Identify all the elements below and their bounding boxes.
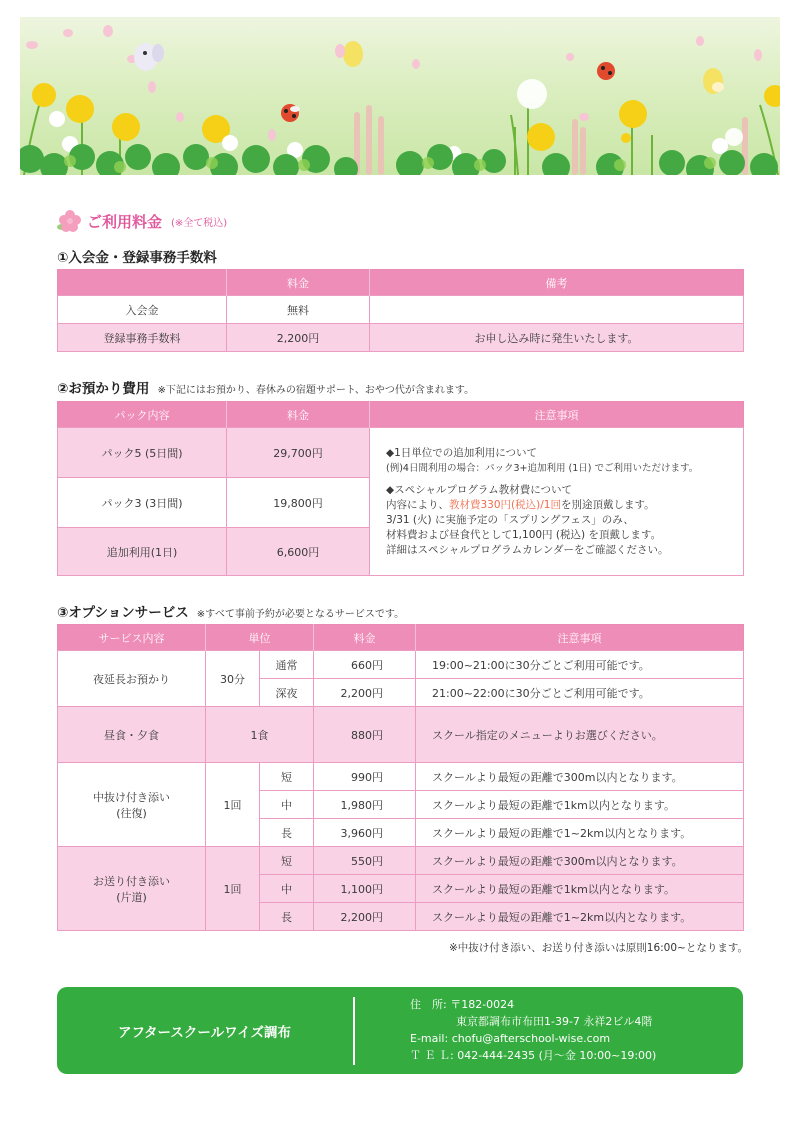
row-note: お申し込み時に発生いたします。 <box>370 324 744 352</box>
email-link[interactable]: chofu@afterschool-wise.com <box>451 1032 611 1045</box>
section2-note: ※下記にはお預かり、春休みの宿題サポート、おやつ代が含まれます。 <box>157 385 475 396</box>
contact-footer <box>57 987 743 1074</box>
enrollment-fee-table <box>57 269 744 352</box>
contact-info <box>410 996 656 1064</box>
service-note: スクールより最短の距離で300m以内となります。 <box>416 847 744 875</box>
remark-block2-line3: 材料費および昼食代として1,100円 (税込) を頂戴します。 <box>386 528 662 541</box>
table-row <box>58 428 744 478</box>
section1-title-text: ①入会金・登録事務手数料 <box>57 250 217 266</box>
row-pack: パック5 (5日間) <box>58 428 227 478</box>
section2-title <box>57 377 474 397</box>
service-name: 夜延長お預かり <box>58 651 206 707</box>
section3-note: ※すべて事前予約が必要となるサービスです。 <box>196 609 405 620</box>
section3-title-text: ③オプションサービス <box>57 605 189 621</box>
spring-meadow-banner <box>20 17 780 175</box>
butterfly-yellow-2 <box>703 68 724 94</box>
remarks-cell <box>370 428 744 576</box>
meadow-illustration <box>20 17 780 175</box>
remark-block1-title: ◆1日単位での追加利用について <box>386 446 538 459</box>
sakura-flower-icon <box>57 210 81 232</box>
table-row <box>58 847 744 875</box>
remark-text: 内容により、 <box>386 498 449 511</box>
service-type: 中 <box>260 791 314 819</box>
school-name: アフタースクールワイズ調布 <box>117 1025 292 1041</box>
service-type: 短 <box>260 763 314 791</box>
table-header-row <box>58 625 744 651</box>
service-price: 1,980円 <box>314 791 416 819</box>
section3-title <box>57 601 404 621</box>
row-price: 29,700円 <box>227 428 370 478</box>
material-fee-highlight: 教材費330円(税込)/1回 <box>449 498 561 511</box>
butterfly-yellow <box>335 41 363 67</box>
remark-block2-line4: 詳細はスペシャルプログラムカレンダーをご確認ください。 <box>386 543 669 556</box>
service-price: 550円 <box>314 847 416 875</box>
service-name-line2: (往復) <box>116 806 147 820</box>
row-price: 無料 <box>227 296 370 324</box>
section2-title-text: ②お預かり費用 <box>57 381 150 397</box>
service-unit: 30分 <box>206 651 260 707</box>
service-type: 長 <box>260 903 314 931</box>
col-header-unit: 単位 <box>206 625 314 651</box>
col-header-remarks: 注意事項 <box>370 402 744 428</box>
service-note: 19:00~21:00に30分ごとご利用可能です。 <box>416 651 744 679</box>
childcare-fee-table <box>57 401 744 576</box>
service-unit: 1回 <box>206 763 260 847</box>
service-name: 昼食・夕食 <box>58 707 206 763</box>
service-note: スクール指定のメニューよりお選びください。 <box>416 707 744 763</box>
service-unit: 1食 <box>206 707 314 763</box>
row-pack: 追加利用(1日) <box>58 528 227 576</box>
row-price: 2,200円 <box>227 324 370 352</box>
butterfly-white <box>134 43 164 71</box>
tel-number[interactable]: 042-444-2435 (月～金 10:00~19:00) <box>457 1049 657 1062</box>
table-row <box>58 296 744 324</box>
col-header-remarks: 注意事項 <box>416 625 744 651</box>
tel-label: Ｔ Ｅ Ｌ: <box>410 1049 454 1062</box>
row-price: 19,800円 <box>227 478 370 528</box>
service-type: 中 <box>260 875 314 903</box>
service-price: 1,100円 <box>314 875 416 903</box>
service-name-line2: (片道) <box>116 890 147 904</box>
email-label: E-mail: <box>410 1032 449 1045</box>
fees-heading <box>57 210 227 232</box>
service-type: 深夜 <box>260 679 314 707</box>
service-name <box>58 763 206 847</box>
address-line <box>410 996 656 1013</box>
remark-block1-line: (例)4日間利用の場合：パック3+追加利用 (1日) でご利用いただけます。 <box>386 462 699 474</box>
remark-text: を別途頂戴します。 <box>560 498 655 511</box>
service-price: 990円 <box>314 763 416 791</box>
service-price: 2,200円 <box>314 679 416 707</box>
row-item: 登録事務手数料 <box>58 324 227 352</box>
tax-note: (※全て税込) <box>171 217 228 229</box>
table-row <box>58 763 744 791</box>
postal-code: 〒182-0024 <box>450 998 515 1011</box>
service-type: 短 <box>260 847 314 875</box>
ladybug <box>281 104 300 122</box>
col-header-price: 料金 <box>227 270 370 296</box>
remark-block2-line2: 3/31 (火) に実施予定の「スプリングフェス」のみ、 <box>386 513 634 526</box>
escort-footnote: ※中抜け付き添い、お送り付き添いは原則16:00~となります。 <box>448 942 748 954</box>
service-type: 通常 <box>260 651 314 679</box>
col-header-price: 料金 <box>314 625 416 651</box>
service-note: 21:00~22:00に30分ごとご利用可能です。 <box>416 679 744 707</box>
service-unit: 1回 <box>206 847 260 931</box>
service-note: スクールより最短の距離で1km以内となります。 <box>416 875 744 903</box>
remark-block2-title: ◆スペシャルプログラム教材費について <box>386 483 573 496</box>
service-note: スクールより最短の距離で1km以内となります。 <box>416 791 744 819</box>
col-header-price: 料金 <box>227 402 370 428</box>
row-item: 入会金 <box>58 296 227 324</box>
service-price: 2,200円 <box>314 903 416 931</box>
service-price: 3,960円 <box>314 819 416 847</box>
service-note: スクールより最短の距離で1~2km以内となります。 <box>416 819 744 847</box>
service-note: スクールより最短の距離で300m以内となります。 <box>416 763 744 791</box>
service-name-line1: お送り付き添い <box>93 874 170 888</box>
col-header-note: 備考 <box>370 270 744 296</box>
service-note: スクールより最短の距離で1~2km以内となります。 <box>416 903 744 931</box>
table-header-row <box>58 270 744 296</box>
col-header-service: サービス内容 <box>58 625 206 651</box>
address-label: 住 所: <box>410 998 447 1011</box>
remark-block2-line1 <box>386 498 743 513</box>
row-pack: パック3 (3日間) <box>58 478 227 528</box>
ladybug-2 <box>597 62 615 80</box>
section1-title <box>57 246 217 266</box>
table-row <box>58 651 744 679</box>
table-row <box>58 707 744 763</box>
table-header-row <box>58 402 744 428</box>
service-price: 880円 <box>314 707 416 763</box>
col-header-item <box>58 270 227 296</box>
col-header-pack: パック内容 <box>58 402 227 428</box>
service-name-line1: 中抜け付き添い <box>93 790 170 804</box>
table-row <box>58 324 744 352</box>
row-note <box>370 296 744 324</box>
tel-line <box>410 1047 656 1064</box>
service-type: 長 <box>260 819 314 847</box>
service-price: 660円 <box>314 651 416 679</box>
page-title: ご利用料金 <box>87 212 163 231</box>
email-line <box>410 1030 656 1047</box>
option-service-table <box>57 624 744 931</box>
footer-divider <box>353 997 355 1065</box>
address-street: 東京都調布市布田1-39-7 永祥2ビル4階 <box>456 1015 653 1028</box>
service-name <box>58 847 206 931</box>
row-price: 6,600円 <box>227 528 370 576</box>
